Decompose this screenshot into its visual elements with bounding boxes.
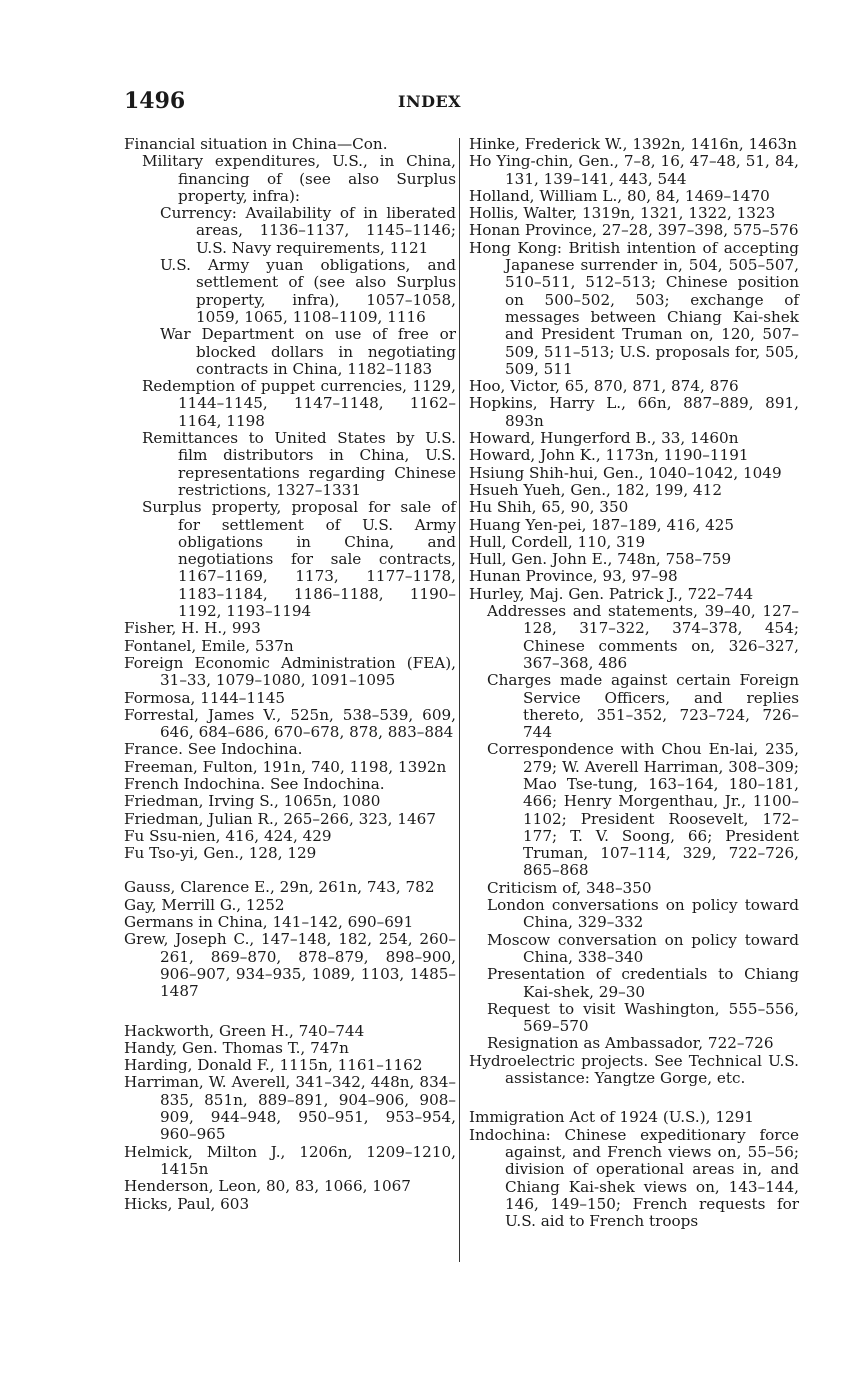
column-divider bbox=[459, 138, 460, 1262]
letter-group-gap bbox=[469, 1087, 799, 1109]
index-entry: Handy, Gen. Thomas T., 747n bbox=[124, 1038, 349, 1057]
index-entry: Forrestal, James V., 525n, 538–539, 609, 646, 684–686, 670–678, 878, 883–884 bbox=[124, 705, 456, 742]
index-entry: Ho Ying-chin, Gen., 7–8, 16, 47–48, 51, 84, 131, 139–141, 443, 544 bbox=[469, 152, 799, 188]
index-entry: Grew, Joseph C., 147–148, 182, 254, 260–261, 869–870, 878–879, 898–900, 906–907, 934–935, 1089, 1103, 1485–1487 bbox=[124, 930, 456, 1001]
index-entry: Henderson, Leon, 80, 83, 1066, 1067 bbox=[124, 1177, 411, 1196]
index-entry: Fisher, H. H., 993 bbox=[124, 619, 261, 638]
index-entry: Fu Tso-yi, Gen., 128, 129 bbox=[124, 844, 317, 863]
index-entry: Hollis, Walter, 1319n, 1321, 1322, 1323 bbox=[469, 204, 776, 223]
index-entry: Friedman, Julian R., 265–266, 323, 1467 bbox=[124, 809, 436, 828]
index-entry: Indochina: Chinese expeditionary force against, and French views on, 55–56; division of operational areas in, and Chiang Kai-shek views on, 143–144, 146, 149–150; French requests for U.S. aid to French troops bbox=[469, 1125, 799, 1231]
index-entry: French Indochina. See Indochina. bbox=[124, 774, 385, 793]
index-subentry: Currency: Availability of in liberated areas, 1136–1137, 1145–1146; U.S. Navy requirements, 1121 bbox=[160, 204, 456, 257]
index-subentry: Resignation as Ambassador, 722–726 bbox=[487, 1034, 774, 1053]
index-entry: Hull, Gen. John E., 748n, 758–759 bbox=[469, 550, 732, 569]
index-entry: Hsiung Shih-hui, Gen., 1040–1042, 1049 bbox=[469, 463, 782, 482]
index-subentry: Surplus property, proposal for sale of for settlement of U.S. Army obligations in China, and negotiations for sale contracts, 1167–1169, 1173, 1177–1178, 1183–1184, 1186–1188, 1190–1192, 1193–1194 bbox=[142, 498, 456, 621]
letter-group-gap bbox=[124, 1001, 456, 1023]
index-entry: Fontanel, Emile, 537n bbox=[124, 636, 294, 655]
index-entry: Helmick, Milton J., 1206n, 1209–1210, 1415n bbox=[124, 1142, 456, 1178]
index-entry: Immigration Act of 1924 (U.S.), 1291 bbox=[469, 1108, 754, 1127]
index-entry: Harding, Donald F., 1115n, 1161–1162 bbox=[124, 1056, 423, 1075]
index-entry: Hoo, Victor, 65, 870, 871, 874, 876 bbox=[469, 377, 739, 396]
index-entry: Foreign Economic Administration (FEA), 31–33, 1079–1080, 1091–1095 bbox=[124, 653, 456, 690]
index-entry: Hydroelectric projects. See Technical U.S. assistance: Yangtze Gorge, etc. bbox=[469, 1051, 799, 1088]
index-subentry: Request to visit Washington, 555–556, 569–570 bbox=[487, 999, 799, 1036]
index-entry: Hackworth, Green H., 740–744 bbox=[124, 1021, 365, 1040]
index-entry: Hicks, Paul, 603 bbox=[124, 1194, 250, 1213]
index-subentry: War Department on use of free or blocked dollars in negotiating contracts in China, 1182–1183 bbox=[160, 325, 456, 378]
index-entry: Fu Ssu-nien, 416, 424, 429 bbox=[124, 826, 332, 845]
index-entry: Hull, Cordell, 110, 319 bbox=[469, 532, 646, 551]
index-subentry: Correspondence with Chou En-lai, 235, 279; W. Averell Harriman, 308–309; Mao Tse-tung, 163–164, 180–181, 466; Henry Morgenthau, Jr., 1100–1102; President Roosevelt, 172–177; T. V. Soong, 66; President Truman, 107–114, 329, 722–726, 865–868 bbox=[487, 740, 799, 880]
index-entry: Hu Shih, 65, 90, 350 bbox=[469, 498, 629, 517]
index-column-right bbox=[469, 136, 799, 1230]
index-subentry: Remittances to United States by U.S. film distributors in China, U.S. representations regarding Chinese restrictions, 1327–1331 bbox=[142, 429, 456, 499]
index-subentry: Moscow conversation on policy toward China, 338–340 bbox=[487, 930, 799, 966]
index-column-left bbox=[124, 136, 456, 1213]
index-entry: Huang Yen-pei, 187–189, 416, 425 bbox=[469, 515, 735, 534]
page-number: 1496 bbox=[124, 88, 186, 114]
index-entry: Harriman, W. Averell, 341–342, 448n, 834–835, 851n, 889–891, 904–906, 908–909, 944–948, 950–951, 953–954, 960–965 bbox=[124, 1073, 456, 1144]
index-subentry: Addresses and statements, 39–40, 127–128, 317–322, 374–378, 454; Chinese comments on, 326–327, 367–368, 486 bbox=[487, 602, 799, 672]
index-entry: Germans in China, 141–142, 690–691 bbox=[124, 913, 414, 932]
index-entry: Hsueh Yueh, Gen., 182, 199, 412 bbox=[469, 480, 722, 499]
index-entry: Hinke, Frederick W., 1392n, 1416n, 1463n bbox=[469, 135, 797, 153]
index-entry: France. See Indochina. bbox=[124, 740, 303, 759]
index-entry: Holland, William L., 80, 84, 1469–1470 bbox=[469, 186, 770, 205]
letter-group-gap bbox=[124, 862, 456, 879]
index-entry: Financial situation in China—Con. bbox=[124, 135, 388, 153]
index-subentry: London conversations on policy toward China, 329–332 bbox=[487, 896, 799, 932]
index-entry: Hurley, Maj. Gen. Patrick J., 722–744 bbox=[469, 584, 754, 603]
index-entry: Gay, Merrill G., 1252 bbox=[124, 895, 285, 914]
index-entry: Freeman, Fulton, 191n, 740, 1198, 1392n bbox=[124, 757, 447, 776]
index-subentry: Charges made against certain Foreign Service Officers, and replies thereto, 351–352, 723–724, 726–744 bbox=[487, 671, 799, 742]
index-entry: Hong Kong: British intention of accepting Japanese surrender in, 504, 505–507, 510–511, 512–513; Chinese position on 500–502, 503; exchange of messages between Chiang Kai-shek and President Truman on, 120, 507–509, 511–513; U.S. proposals for, 505, 509, 511 bbox=[469, 238, 799, 378]
index-subentry: Presentation of credentials to Chiang Kai-shek, 29–30 bbox=[487, 965, 799, 1001]
index-entry: Gauss, Clarence E., 29n, 261n, 743, 782 bbox=[124, 878, 435, 897]
index-entry: Hunan Province, 93, 97–98 bbox=[469, 567, 678, 586]
running-title: INDEX bbox=[397, 92, 462, 111]
index-entry: Howard, Hungerford B., 33, 1460n bbox=[469, 429, 739, 448]
index-subentry: Military expenditures, U.S., in China, financing of (see also Surplus property, infra): bbox=[142, 152, 456, 205]
index-subentry: Redemption of puppet currencies, 1129, 1144–1145, 1147–1148, 1162–1164, 1198 bbox=[142, 377, 456, 430]
index-entry: Honan Province, 27–28, 397–398, 575–576 bbox=[469, 221, 799, 240]
index-subentry: Criticism of, 348–350 bbox=[487, 878, 652, 897]
page-header bbox=[0, 88, 859, 116]
index-entry: Formosa, 1144–1145 bbox=[124, 688, 286, 707]
index-entry: Hopkins, Harry L., 66n, 887–889, 891, 893n bbox=[469, 394, 799, 430]
index-subentry: U.S. Army yuan obligations, and settlement of (see also Surplus property, infra), 1057–1058, 1059, 1065, 1108–1109, 1116 bbox=[160, 256, 456, 326]
index-entry: Howard, John K., 1173n, 1190–1191 bbox=[469, 446, 749, 465]
index-entry: Friedman, Irving S., 1065n, 1080 bbox=[124, 792, 381, 811]
